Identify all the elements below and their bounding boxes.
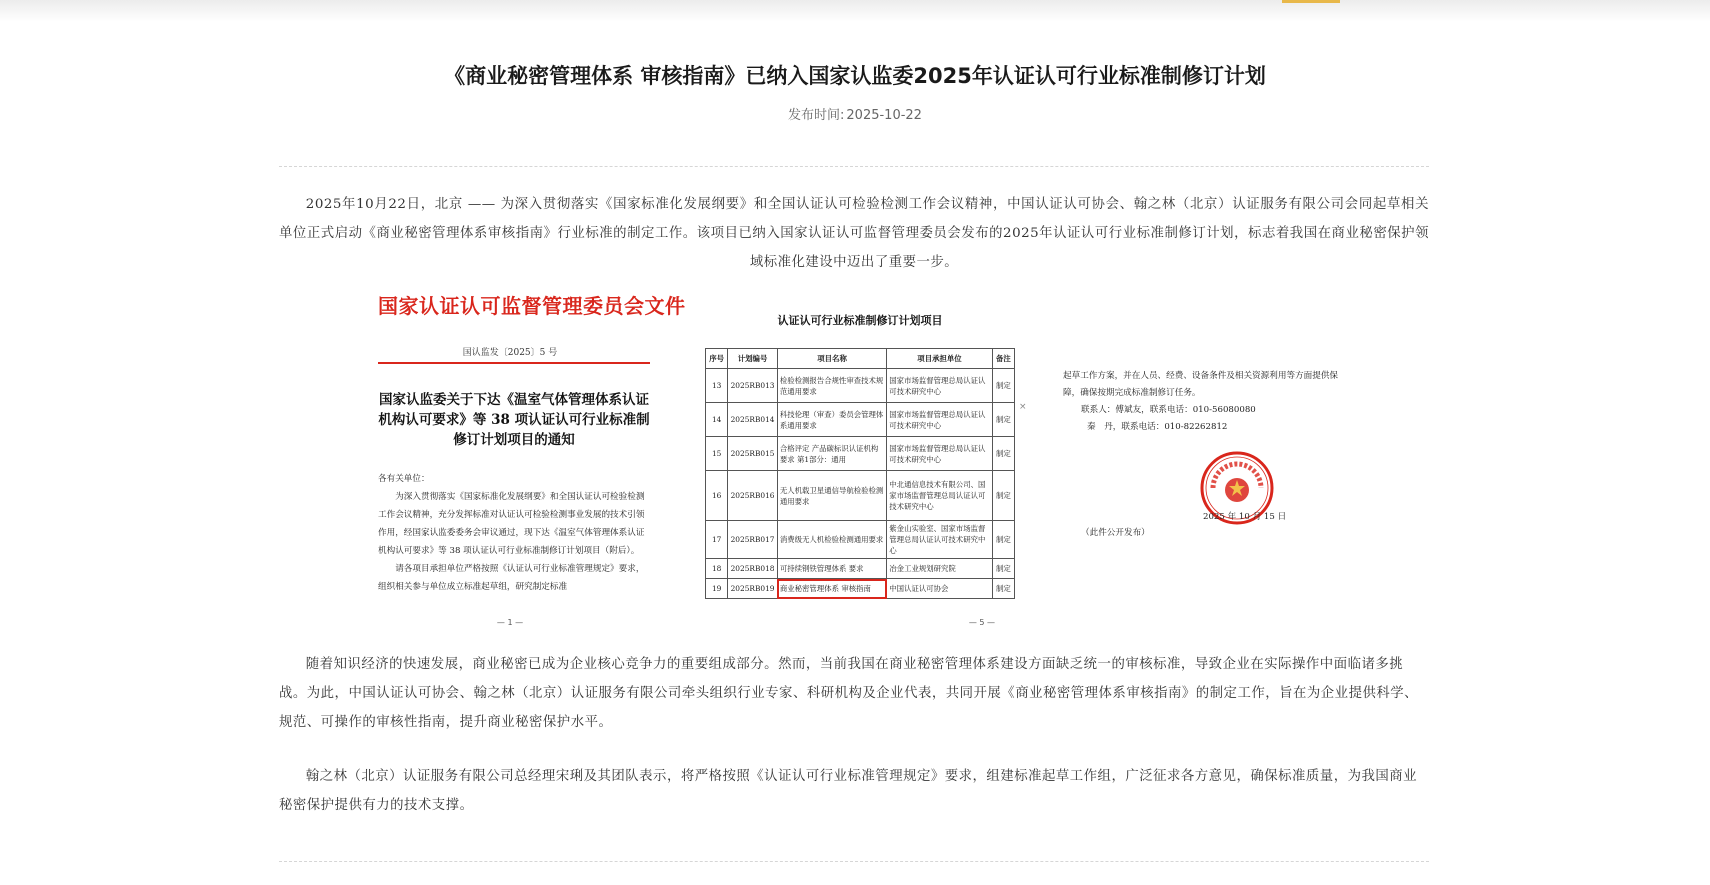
cell-index: 16 bbox=[706, 471, 728, 521]
cell-index: 19 bbox=[706, 579, 728, 599]
cell-undertaker: 中北通信息技术有限公司、国家市场监督管理总局认证认可技术研究中心 bbox=[887, 471, 992, 521]
table-row bbox=[706, 403, 1015, 437]
col-header-remark: 备注 bbox=[992, 349, 1014, 369]
publish-date: 2025-10-22 bbox=[846, 108, 922, 123]
plan-table-title: 认证认可行业标准制修订计划项目 bbox=[777, 314, 943, 327]
table-row bbox=[706, 437, 1015, 471]
header-divider bbox=[279, 166, 1429, 167]
cell-index: 13 bbox=[706, 369, 728, 403]
cell-project-name-highlighted: 商业秘密管理体系 审核指南 bbox=[777, 579, 886, 599]
publish-date-label: 发布时间: bbox=[788, 108, 845, 123]
cell-plan-no: 2025RB013 bbox=[728, 369, 778, 403]
cell-undertaker: 冶金工业规划研究院 bbox=[887, 559, 992, 579]
cell-remark: 制定 bbox=[992, 369, 1014, 403]
cell-index: 17 bbox=[706, 521, 728, 559]
cell-remark: 制定 bbox=[992, 559, 1014, 579]
cell-project-name: 检验检测报告合规性审查技术规范通用要求 bbox=[777, 369, 886, 403]
top-nav-strip bbox=[0, 0, 1710, 22]
cell-remark: 制定 bbox=[992, 521, 1014, 559]
cell-remark: 制定 bbox=[992, 437, 1014, 471]
document-image bbox=[370, 290, 1350, 630]
cell-plan-no: 2025RB018 bbox=[728, 559, 778, 579]
cell-project-name: 无人机载卫星通信导航检验检测通用要求 bbox=[777, 471, 886, 521]
cell-undertaker: 国家市场监督管理总局认证认可技术研究中心 bbox=[887, 369, 992, 403]
table-row bbox=[706, 369, 1015, 403]
cell-plan-no: 2025RB014 bbox=[728, 403, 778, 437]
cell-index: 18 bbox=[706, 559, 728, 579]
page-number: — 5 — bbox=[968, 618, 995, 627]
contact-line-1: 联系人：傅斌友，联系电话：010-56080080 bbox=[1081, 405, 1256, 415]
article-paragraph-2: 随着知识经济的快速发展，商业秘密已成为企业核心竞争力的重要组成部分。然而，当前我国在商业秘密管理体系建设方面缺乏统一的审核标准，导致企业在实际操作中面临诸多挑战。为此，中国认证认可协会、翰之林（北京）认证服务有限公司牵头组织行业专家、科研机构及企业代表，共同开展《商业秘密管理体系审核指南》的制定工作，旨在为企业提供科学、规范、可操作的审核性指南，提升商业秘密保护水平。 bbox=[279, 657, 1419, 730]
page-number: — 1 — bbox=[496, 618, 524, 627]
col-header-undertaker: 项目承担单位 bbox=[887, 349, 992, 369]
cell-plan-no: 2025RB015 bbox=[728, 437, 778, 471]
article-paragraph-1: 2025年10月22日，北京 —— 为深入贯彻落实《国家标准化发展纲要》和全国认证认可检验检测工作会议精神，中国认证认可协会、翰之林（北京）认证服务有限公司会同起草相关单位正式启动《商业秘密管理体系审核指南》行业标准的制定工作。该项目已纳入国家认证认可监督管理委员会发布的2025年认证认可行业标准制修订计划，标志着我国在商业秘密保护领域标准化建设中迈出了重要一步。 bbox=[279, 197, 1429, 270]
cell-plan-no: 2025RB017 bbox=[728, 521, 778, 559]
close-icon: × bbox=[1019, 402, 1027, 412]
publish-note: （此件公开发布） bbox=[1081, 528, 1150, 538]
cell-project-name: 科技伦理（审查）委员会管理体系通用要求 bbox=[777, 403, 886, 437]
footer-divider bbox=[279, 861, 1429, 862]
plan-table bbox=[705, 348, 1015, 599]
notice-salutation: 各有关单位： bbox=[378, 474, 430, 484]
table-row-highlighted bbox=[706, 579, 1015, 599]
article-paragraph-3: 翰之林（北京）认证服务有限公司总经理宋琍及其团队表示，将严格按照《认证认可行业标准管理规定》要求，组建标准起草工作组，广泛征求各方意见，确保标准质量，为我国商业秘密保护提供有力的技术支撑。 bbox=[279, 769, 1418, 813]
doc-red-rule bbox=[378, 362, 650, 364]
cell-plan-no: 2025RB019 bbox=[728, 579, 778, 599]
cell-undertaker: 国家市场监督管理总局认证认可技术研究中心 bbox=[887, 403, 992, 437]
cell-index: 14 bbox=[706, 403, 728, 437]
cell-remark: 制定 bbox=[992, 403, 1014, 437]
notice-title: 国家认监委关于下达《温室气体管理体系认证机构认可要求》等 38 项认证认可行业标准制修订计划项目的通知 bbox=[378, 392, 650, 448]
notice-body bbox=[378, 470, 650, 596]
doc-number: 国认监发〔2025〕5 号 bbox=[462, 348, 558, 358]
notice-page-1 bbox=[370, 290, 686, 630]
cell-undertaker: 紫金山实验室、国家市场监督管理总局认证认可技术研究中心 bbox=[887, 521, 992, 559]
cell-undertaker: 中国认证认可协会 bbox=[887, 579, 992, 599]
doc-red-header: 国家认证认可监督管理委员会文件 bbox=[378, 294, 686, 318]
cell-project-name: 可持续钢铁管理体系 要求 bbox=[777, 559, 886, 579]
cell-plan-no: 2025RB016 bbox=[728, 471, 778, 521]
table-row bbox=[706, 559, 1015, 579]
article-title: 《商业秘密管理体系 审核指南》已纳入国家认监委2025年认证认可行业标准制修订计划 bbox=[444, 64, 1266, 88]
cell-index: 15 bbox=[706, 437, 728, 471]
closing-paragraph: 起草工作方案，并在人员、经费、设备条件及相关资源利用等方面提供保障，确保按期完成标准制修订任务。 bbox=[1063, 371, 1339, 398]
notice-body-para-1: 为深入贯彻落实《国家标准化发展纲要》和全国认证认可检验检测工作会议精神，充分发挥标准对认证认可检验检测事业发展的技术引领作用，经国家认监委委务会审议通过，现下达《温室气体管理体系认证机构认可要求》等 38 项认证认可行业标准制修订计划项目（附后）。 bbox=[378, 492, 645, 556]
table-row bbox=[706, 521, 1015, 559]
col-header-index: 序号 bbox=[706, 349, 728, 369]
col-header-plan-no: 计划编号 bbox=[728, 349, 778, 369]
plan-table-page bbox=[705, 290, 1027, 630]
notice-date: 2025 年 10 月 15 日 bbox=[1203, 512, 1287, 522]
notice-body-para-2: 请各项目承担单位严格按照《认证认可行业标准管理规定》要求，组织相关参与单位成立标准起草组，研究制定标准 bbox=[378, 564, 645, 592]
cell-remark: 制定 bbox=[992, 579, 1014, 599]
cell-undertaker: 国家市场监督管理总局认证认可技术研究中心 bbox=[887, 437, 992, 471]
publish-meta bbox=[0, 104, 1710, 123]
col-header-project-name: 项目名称 bbox=[777, 349, 886, 369]
notice-last-page bbox=[1063, 290, 1353, 630]
notice-closing-text bbox=[1063, 368, 1343, 436]
cell-project-name: 合格评定 产品碳标识认证机构要求 第1部分：通用 bbox=[777, 437, 886, 471]
table-row bbox=[706, 471, 1015, 521]
cell-project-name: 消费级无人机检验检测通用要求 bbox=[777, 521, 886, 559]
active-nav-indicator bbox=[1282, 0, 1340, 3]
contact-line-2: 秦 丹，联系电话：010-82262812 bbox=[1087, 422, 1228, 432]
plan-table-header-row bbox=[706, 349, 1015, 369]
cell-remark: 制定 bbox=[992, 471, 1014, 521]
